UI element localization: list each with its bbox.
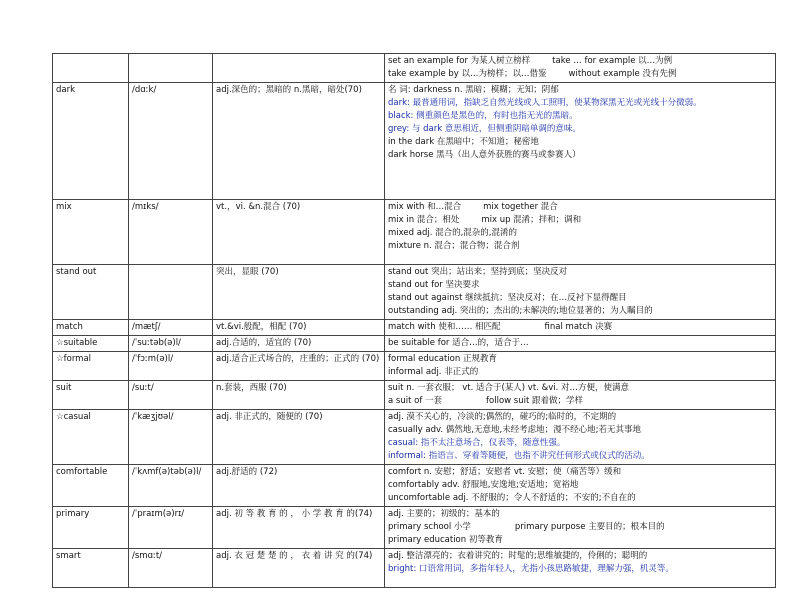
word: comfortable — [56, 467, 108, 477]
phonetic-cell — [129, 381, 213, 410]
word-cell — [53, 507, 129, 549]
note-text: informal: 指语言、穿着等随便，也指不讲究任何形式或仪式的活动。 — [388, 451, 650, 461]
note-text: casually adv. 偶然地,无意地,未经考虑地；漫不经心地;若无其事地 — [388, 425, 642, 435]
note-text: dark horse 黑马（出人意外获胜的赛马或参赛人） — [388, 150, 581, 160]
note-line — [388, 266, 772, 279]
note-line — [388, 84, 772, 97]
note-line — [388, 214, 772, 227]
word-cell — [53, 410, 129, 465]
note-text-secondary: final match 决赛 — [544, 322, 613, 332]
phonetic-cell — [129, 200, 213, 265]
word-cell — [53, 83, 129, 200]
note-text: comfortably adv. 舒服地,安逸地;安适地；宽裕地 — [388, 480, 579, 490]
meaning-cell — [213, 200, 385, 265]
note-text: casual: 指不太注意场合，仪表等，随意性强。 — [388, 438, 566, 448]
word: ☆casual — [56, 412, 91, 422]
meaning: adj. 衣 冠 楚 楚 的 ， 衣 着 讲 究 的(74) — [216, 551, 373, 561]
meaning-cell — [213, 83, 385, 200]
notes-cell — [385, 200, 776, 265]
vocab-row — [53, 83, 776, 200]
note-text: adj. 整洁漂亮的；衣着讲究的；时髦的;思维敏捷的，伶俐的；聪明的 — [388, 551, 648, 561]
meaning: adj.深色的；黑暗的 n.黑暗，暗处(70) — [216, 85, 362, 95]
meaning: adj.合适的，适宜的 (70) — [216, 338, 312, 348]
meaning-cell — [213, 336, 385, 352]
phonetic-cell — [129, 352, 213, 381]
phonetic: /suːt/ — [132, 383, 154, 393]
vocab-row — [53, 265, 776, 320]
note-text: match with 使和…… 相匹配 — [388, 322, 501, 332]
note-line — [388, 563, 772, 576]
note-text: be suitable for 适合…的，适合于… — [388, 338, 529, 348]
word: primary — [56, 509, 90, 519]
notes-cell — [385, 465, 776, 507]
note-text: adj. 主要的；初级的；基本的 — [388, 509, 500, 519]
note-line — [388, 292, 772, 305]
note-text-secondary: take … for example 以…为例 — [552, 56, 673, 66]
vocab-row — [53, 352, 776, 381]
meaning: adj.适合正式场合的，庄重的；正式的 (70) — [216, 354, 380, 364]
note-line — [388, 353, 772, 366]
note-text-secondary: mix up 混淆；拌和；调和 — [481, 215, 582, 225]
note-text: primary education 初等教育 — [388, 535, 503, 545]
note-text-secondary: without example 没有先例 — [568, 69, 677, 79]
meaning: adj. 非正式的，随便的 (70) — [216, 412, 323, 422]
note-line — [388, 382, 772, 395]
vocab-row — [53, 381, 776, 410]
note-line — [388, 479, 772, 492]
word-cell — [53, 200, 129, 265]
meaning-cell — [213, 549, 385, 588]
note-text: informal adj. 非正式的 — [388, 367, 479, 377]
phonetic-cell — [129, 336, 213, 352]
phonetic-cell — [129, 465, 213, 507]
note-text: formal education 正规教育 — [388, 354, 497, 364]
meaning: n.套装，西服 (70) — [216, 383, 287, 393]
meaning-cell — [213, 265, 385, 320]
note-text: comfort n. 安慰；舒适；安慰者 vt. 安慰；使（痛苦等）缓和 — [388, 467, 622, 477]
note-text: dark: 最普通用词，指缺乏自然光线或人工照明，使某物深黑无光或光线十分微弱。 — [388, 98, 702, 108]
phonetic: /smɑːt/ — [132, 551, 163, 561]
phonetic: /dɑːk/ — [132, 85, 157, 95]
note-text: bright: 口语常用词，多指年轻人，尤指小孩思路敏捷，理解力强，机灵等。 — [388, 564, 674, 574]
note-text: stand out for 坚决要求 — [388, 280, 480, 290]
note-text-secondary: primary purpose 主要目的；根本目的 — [514, 522, 665, 532]
phonetic-cell — [129, 549, 213, 588]
word: dark — [56, 85, 76, 95]
meaning-cell — [213, 410, 385, 465]
phonetic-cell — [129, 320, 213, 336]
note-line — [388, 466, 772, 479]
vocab-row — [53, 54, 776, 83]
note-line — [388, 411, 772, 424]
vocab-row — [53, 200, 776, 265]
note-line — [388, 240, 772, 253]
note-line — [388, 97, 772, 110]
word-cell — [53, 320, 129, 336]
note-text-secondary: follow suit 跟着做；学样 — [486, 396, 584, 406]
note-line — [388, 395, 772, 408]
meaning-cell — [213, 320, 385, 336]
word-cell — [53, 265, 129, 320]
meaning-cell — [213, 54, 385, 83]
note-text: uncomfortable adj. 不舒服的；令人不舒适的；不安的;不自在的 — [388, 493, 636, 503]
note-text: mixture n. 混合；混合物；混合剂 — [388, 241, 520, 251]
note-text-secondary: mix together 混合 — [483, 202, 558, 212]
meaning: 突出，显眼 (70) — [216, 267, 279, 277]
phonetic: /ˈkʌmf(ə)təb(ə)l/ — [132, 467, 202, 477]
word-cell — [53, 352, 129, 381]
vocabulary-table — [52, 53, 776, 588]
word-cell — [53, 465, 129, 507]
meaning: adj. 初 等 教 育 的 ， 小 学 教 育 的(74) — [216, 509, 373, 519]
phonetic: /ˈfɔːm(ə)l/ — [132, 354, 174, 364]
note-line — [388, 534, 772, 547]
word: ☆formal — [56, 354, 92, 364]
note-line — [388, 68, 772, 81]
meaning: vt.&vi.般配，相配 (70) — [216, 322, 307, 332]
vocab-row — [53, 507, 776, 549]
notes-cell — [385, 381, 776, 410]
meaning-cell — [213, 352, 385, 381]
note-line — [388, 424, 772, 437]
note-text: set an example for 为某人树立榜样 — [388, 56, 531, 66]
meaning-cell — [213, 381, 385, 410]
meaning-cell — [213, 465, 385, 507]
phonetic-cell — [129, 410, 213, 465]
notes-cell — [385, 265, 776, 320]
note-line — [388, 550, 772, 563]
word: match — [56, 322, 83, 332]
note-line — [388, 279, 772, 292]
note-line — [388, 201, 772, 214]
note-line — [388, 227, 772, 240]
note-line — [388, 321, 772, 334]
phonetic-cell — [129, 507, 213, 549]
vocab-row — [53, 410, 776, 465]
vocabulary-table-body — [53, 54, 776, 588]
notes-cell — [385, 320, 776, 336]
notes-cell — [385, 507, 776, 549]
note-text: a suit of 一套 — [388, 396, 443, 406]
note-line — [388, 521, 772, 534]
vocab-row — [53, 465, 776, 507]
vocab-row — [53, 549, 776, 588]
word: mix — [56, 202, 72, 212]
phonetic: /ˈsuːtəb(ə)l/ — [132, 338, 181, 348]
note-text: 名 词: darkness n. 黑暗；模糊；无知；阴郁 — [388, 85, 559, 95]
word: ☆suitable — [56, 338, 98, 348]
note-text: mix in 混合；相处 — [388, 215, 460, 225]
note-line — [388, 110, 772, 123]
phonetic-cell — [129, 54, 213, 83]
note-text: take example by 以…为榜样；以…借鉴 — [388, 69, 547, 79]
note-line — [388, 149, 772, 162]
phonetic: /mætʃ/ — [132, 322, 161, 332]
note-line — [388, 450, 772, 463]
notes-cell — [385, 352, 776, 381]
note-line — [388, 492, 772, 505]
vocab-row — [53, 336, 776, 352]
word: suit — [56, 383, 72, 393]
note-line — [388, 55, 772, 68]
notes-cell — [385, 549, 776, 588]
note-text: suit n. 一套衣服； vt. 适合于(某人) vt. &vi. 对…方便，使满意 — [388, 383, 629, 393]
word-cell — [53, 54, 129, 83]
note-text: primary school 小学 — [388, 522, 471, 532]
note-line — [388, 366, 772, 379]
note-text: stand out 突出；站出来；坚持到底；坚决反对 — [388, 267, 568, 277]
note-text: grey: 与 dark 意思相近，但侧重阴暗单调的意味。 — [388, 124, 581, 134]
note-line — [388, 337, 772, 350]
notes-cell — [385, 83, 776, 200]
meaning-cell — [213, 507, 385, 549]
phonetic: /ˈkæʒjʊəl/ — [132, 412, 174, 422]
phonetic: /ˈpraɪm(ə)rɪ/ — [132, 509, 185, 519]
phonetic: /mɪks/ — [132, 202, 159, 212]
meaning: vt.，vi. &n.混合 (70) — [216, 202, 301, 212]
vocab-row — [53, 320, 776, 336]
note-text: mix with 和…混合 — [388, 202, 462, 212]
phonetic-cell — [129, 265, 213, 320]
word: smart — [56, 551, 81, 561]
note-text: outstanding adj. 突出的；杰出的;未解决的;地位显著的；为人瞩目的 — [388, 306, 653, 316]
meaning: adj.舒适的 (72) — [216, 467, 278, 477]
notes-cell — [385, 54, 776, 83]
notes-cell — [385, 410, 776, 465]
phonetic-cell — [129, 83, 213, 200]
note-line — [388, 437, 772, 450]
notes-cell — [385, 336, 776, 352]
note-text: adj. 漠不关心的，冷淡的;偶然的，碰巧的;临时的，不定期的 — [388, 412, 617, 422]
note-text: in the dark 在黑暗中；不知道；秘密地 — [388, 137, 539, 147]
word-cell — [53, 549, 129, 588]
note-line — [388, 123, 772, 136]
note-text: stand out against 继续抵抗；坚决反对；在…反衬下显得醒目 — [388, 293, 627, 303]
note-line — [388, 136, 772, 149]
note-line — [388, 508, 772, 521]
word-cell — [53, 336, 129, 352]
note-line — [388, 305, 772, 318]
word-cell — [53, 381, 129, 410]
note-text: black: 侧重颜色是黑色的，有时也指无光的黑暗。 — [388, 111, 578, 121]
word: stand out — [56, 267, 97, 277]
note-text: mixed adj. 混合的,混杂的,混淆的 — [388, 228, 518, 238]
